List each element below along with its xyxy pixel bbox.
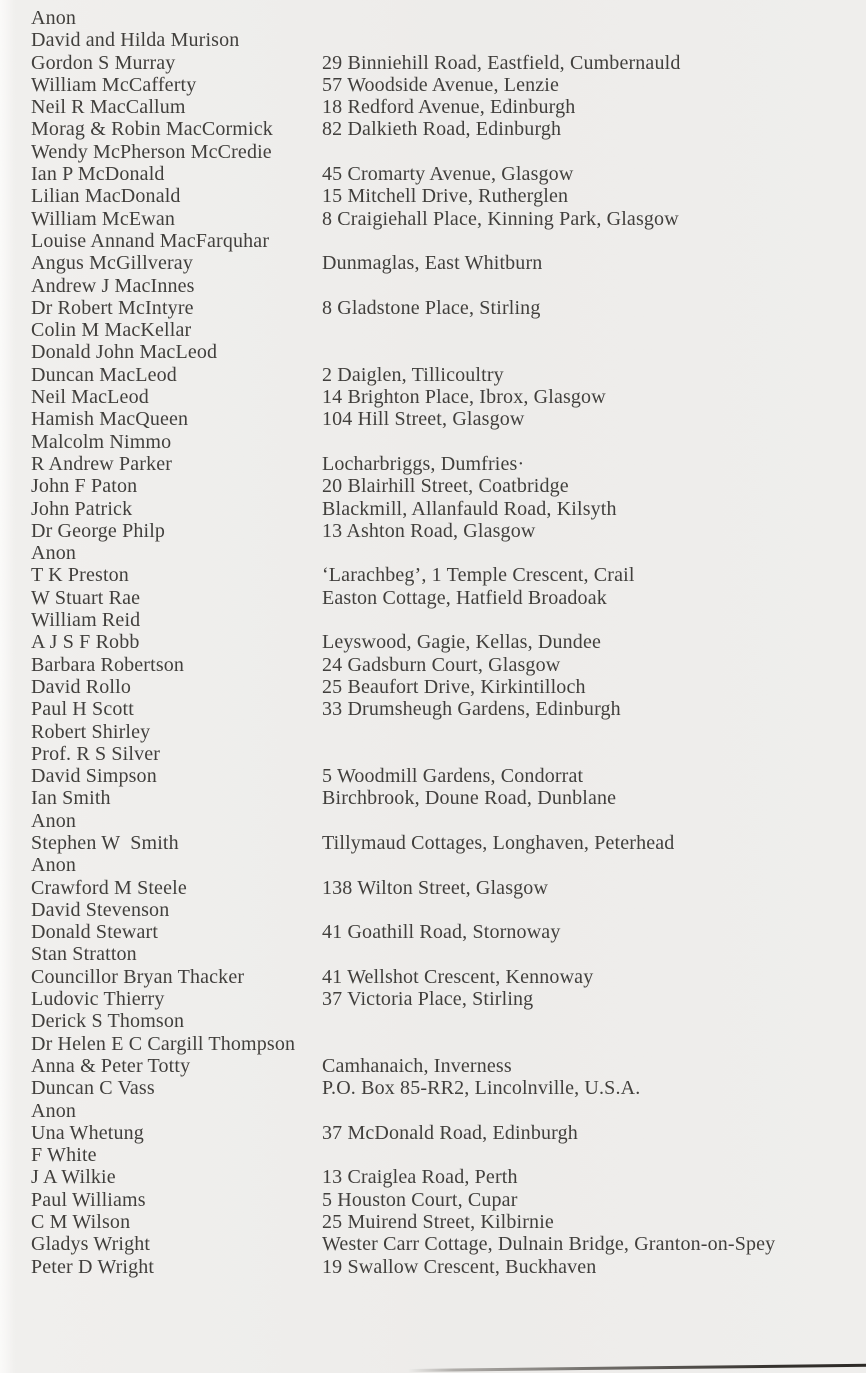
member-name: Anna & Peter Totty xyxy=(31,1054,191,1077)
member-name: Neil MacLeod xyxy=(31,386,149,409)
directory-row xyxy=(0,364,866,386)
member-address: Camhanaich, Inverness xyxy=(322,1054,512,1077)
member-name: William McEwan xyxy=(31,207,176,230)
directory-row xyxy=(0,52,866,74)
member-name: Ian Smith xyxy=(31,787,111,810)
directory-list xyxy=(0,7,866,1278)
directory-row xyxy=(0,654,866,676)
directory-row xyxy=(0,698,866,720)
member-address: ‘Larachbeg’, 1 Temple Crescent, Crail xyxy=(322,564,635,587)
directory-row xyxy=(0,1233,866,1255)
directory-row xyxy=(0,252,866,274)
member-name: Anon xyxy=(31,1099,77,1122)
directory-row xyxy=(0,854,866,876)
member-name: J A Wilkie xyxy=(31,1166,116,1189)
member-name: Barbara Robertson xyxy=(31,653,185,676)
member-address: 45 Cromarty Avenue, Glasgow xyxy=(322,163,574,186)
member-name: Ludovic Thierry xyxy=(31,988,165,1011)
member-name: Gladys Wright xyxy=(31,1233,151,1256)
directory-row xyxy=(0,319,866,341)
directory-row xyxy=(0,1144,866,1166)
member-address: 24 Gadsburn Court, Glasgow xyxy=(322,653,561,676)
directory-row xyxy=(0,899,866,921)
member-name: Angus McGillveray xyxy=(31,252,193,275)
member-address: Easton Cottage, Hatfield Broadoak xyxy=(322,586,607,609)
member-name: Wendy McPherson McCredie xyxy=(31,140,272,163)
directory-row xyxy=(0,832,866,854)
directory-row xyxy=(0,475,866,497)
member-address: 138 Wilton Street, Glasgow xyxy=(322,876,549,899)
member-address: 8 Craigiehall Place, Kinning Park, Glasgow xyxy=(322,207,679,230)
member-name: A J S F Robb xyxy=(31,631,140,654)
directory-row xyxy=(0,1010,866,1032)
member-name: Robert Shirley xyxy=(31,720,151,743)
directory-row xyxy=(0,208,866,230)
directory-row xyxy=(0,609,866,631)
member-name: Anon xyxy=(31,854,77,877)
member-address: Birchbrook, Doune Road, Dunblane xyxy=(322,787,617,810)
directory-row xyxy=(0,431,866,453)
member-name: C M Wilson xyxy=(31,1211,131,1234)
directory-row xyxy=(0,1256,866,1278)
directory-row xyxy=(0,721,866,743)
member-address: 41 Wellshot Crescent, Kennoway xyxy=(322,965,594,988)
member-name: F White xyxy=(31,1144,97,1167)
directory-row xyxy=(0,810,866,832)
directory-row xyxy=(0,520,866,542)
directory-row xyxy=(0,7,866,29)
member-name: Hamish MacQueen xyxy=(31,408,189,431)
member-name: Prof. R S Silver xyxy=(31,742,161,765)
member-address: 18 Redford Avenue, Edinburgh xyxy=(322,96,576,119)
member-name: Derick S Thomson xyxy=(31,1010,185,1033)
member-name: Duncan MacLeod xyxy=(31,363,177,386)
member-name: Neil R MacCallum xyxy=(31,96,186,119)
directory-row xyxy=(0,141,866,163)
member-name: Dr Helen E C Cargill Thompson xyxy=(31,1032,296,1055)
directory-row xyxy=(0,163,866,185)
directory-row xyxy=(0,921,866,943)
member-name: Dr Robert McIntyre xyxy=(31,296,194,319)
directory-row xyxy=(0,297,866,319)
member-name: Donald John MacLeod xyxy=(31,341,218,364)
directory-row xyxy=(0,1077,866,1099)
directory-row xyxy=(0,341,866,363)
member-address: 37 Victoria Place, Stirling xyxy=(322,988,534,1011)
member-address: 25 Muirend Street, Kilbirnie xyxy=(322,1211,554,1234)
member-address: 8 Gladstone Place, Stirling xyxy=(322,296,541,319)
member-name: T K Preston xyxy=(31,564,129,587)
member-address: 33 Drumsheugh Gardens, Edinburgh xyxy=(322,698,621,721)
member-name: John F Paton xyxy=(31,475,138,498)
member-name: William Reid xyxy=(31,609,141,632)
directory-row xyxy=(0,1211,866,1233)
directory-row xyxy=(0,564,866,586)
directory-row xyxy=(0,185,866,207)
directory-row xyxy=(0,1122,866,1144)
member-name: Donald Stewart xyxy=(31,921,159,944)
member-name: Crawford M Steele xyxy=(31,876,187,899)
member-name: David Stevenson xyxy=(31,898,170,921)
member-name: Councillor Bryan Thacker xyxy=(31,965,245,988)
member-name: Paul H Scott xyxy=(31,698,134,721)
directory-row xyxy=(0,275,866,297)
member-address: 41 Goathill Road, Stornoway xyxy=(322,921,561,944)
member-name: Lilian MacDonald xyxy=(31,185,181,208)
member-name: Dr George Philp xyxy=(31,519,166,542)
directory-row xyxy=(0,542,866,564)
member-name: Morag & Robin MacCormick xyxy=(31,118,273,141)
directory-row xyxy=(0,29,866,51)
directory-row xyxy=(0,765,866,787)
directory-row xyxy=(0,877,866,899)
member-name: Stephen W Smith xyxy=(31,831,179,854)
member-name: David Simpson xyxy=(31,765,157,788)
member-address: 19 Swallow Crescent, Buckhaven xyxy=(322,1255,597,1278)
directory-row xyxy=(0,743,866,765)
directory-row xyxy=(0,230,866,252)
member-name: Peter D Wright xyxy=(31,1255,155,1278)
member-name: Anon xyxy=(31,809,77,832)
member-address: 37 McDonald Road, Edinburgh xyxy=(322,1121,578,1144)
directory-row xyxy=(0,631,866,653)
member-address: Dunmaglas, East Whitburn xyxy=(322,252,543,275)
member-name: Ian P McDonald xyxy=(31,163,165,186)
directory-row xyxy=(0,1100,866,1122)
member-address: 25 Beaufort Drive, Kirkintilloch xyxy=(322,675,586,698)
directory-row xyxy=(0,453,866,475)
member-address: 15 Mitchell Drive, Rutherglen xyxy=(322,185,569,208)
member-address: Wester Carr Cottage, Dulnain Bridge, Granton-on-Spey xyxy=(322,1233,776,1256)
directory-row xyxy=(0,408,866,430)
member-address: 5 Woodmill Gardens, Condorrat xyxy=(322,765,584,788)
member-address: 5 Houston Court, Cupar xyxy=(322,1188,518,1211)
member-name: W Stuart Rae xyxy=(31,586,141,609)
member-address: Blackmill, Allanfauld Road, Kilsyth xyxy=(322,497,617,520)
directory-row xyxy=(0,74,866,96)
member-address: 13 Craiglea Road, Perth xyxy=(322,1166,518,1189)
member-address: 104 Hill Street, Glasgow xyxy=(322,408,525,431)
member-address: Tillymaud Cottages, Longhaven, Peterhead xyxy=(322,831,675,854)
directory-row xyxy=(0,943,866,965)
member-name: Stan Stratton xyxy=(31,943,137,966)
member-name: Andrew J MacInnes xyxy=(31,274,195,297)
directory-row xyxy=(0,966,866,988)
scan-edge-shadow-line xyxy=(408,1364,866,1372)
member-name: Anon xyxy=(31,542,77,565)
member-name: Paul Williams xyxy=(31,1188,146,1211)
directory-row xyxy=(0,118,866,140)
directory-row xyxy=(0,676,866,698)
member-address: 29 Binniehill Road, Eastfield, Cumbernauld xyxy=(322,51,681,74)
directory-row xyxy=(0,1055,866,1077)
directory-row xyxy=(0,386,866,408)
member-name: John Patrick xyxy=(31,497,133,520)
member-address: 14 Brighton Place, Ibrox, Glasgow xyxy=(322,386,606,409)
member-address: 13 Ashton Road, Glasgow xyxy=(322,519,536,542)
member-address: 2 Daiglen, Tillicoultry xyxy=(322,363,504,386)
member-name: David Rollo xyxy=(31,675,131,698)
member-address: 82 Dalkieth Road, Edinburgh xyxy=(322,118,562,141)
member-address: Leyswood, Gagie, Kellas, Dundee xyxy=(322,631,602,654)
member-address: 57 Woodside Avenue, Lenzie xyxy=(322,73,560,96)
directory-row xyxy=(0,988,866,1010)
member-name: Anon xyxy=(31,7,77,29)
member-name: Duncan C Vass xyxy=(31,1077,155,1100)
directory-row xyxy=(0,498,866,520)
directory-row xyxy=(0,587,866,609)
member-name: Una Whetung xyxy=(31,1121,144,1144)
directory-row xyxy=(0,1033,866,1055)
directory-row xyxy=(0,1189,866,1211)
member-name: William McCafferty xyxy=(31,73,197,96)
member-name: Malcolm Nimmo xyxy=(31,430,172,453)
directory-row xyxy=(0,787,866,809)
member-name: Colin M MacKellar xyxy=(31,319,192,342)
directory-row xyxy=(0,96,866,118)
member-name: David and Hilda Murison xyxy=(31,29,240,52)
member-address: Locharbriggs, Dumfries· xyxy=(322,452,525,475)
member-name: Louise Annand MacFarquhar xyxy=(31,229,270,252)
member-address: 20 Blairhill Street, Coatbridge xyxy=(322,475,569,498)
member-address: P.O. Box 85-RR2, Lincolnville, U.S.A. xyxy=(322,1077,641,1100)
member-name: R Andrew Parker xyxy=(31,452,173,475)
member-name: Gordon S Murray xyxy=(31,51,176,74)
directory-row xyxy=(0,1166,866,1188)
